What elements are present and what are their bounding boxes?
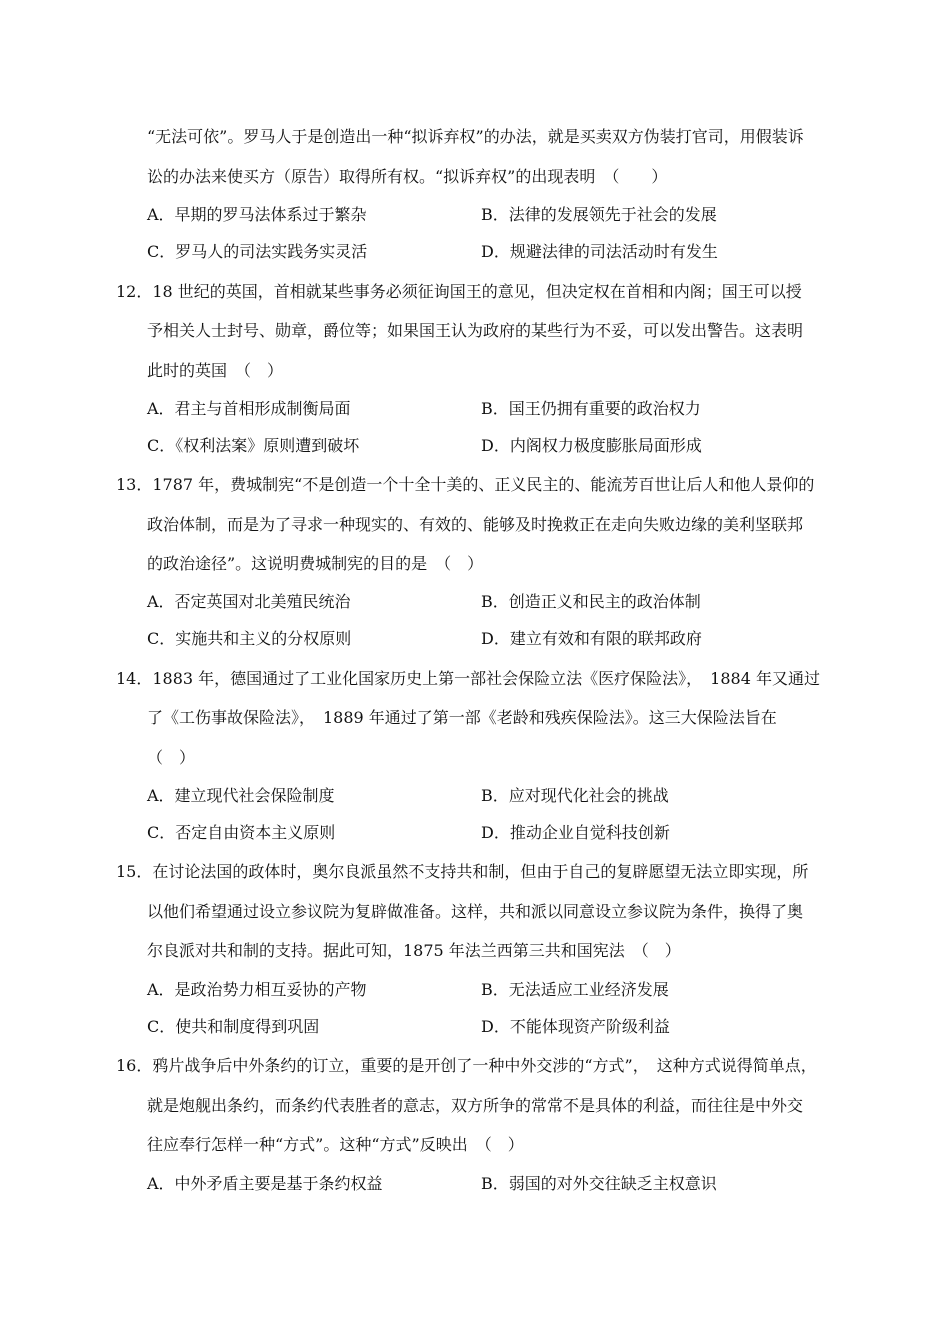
question-14-text-line: 了《工伤事故保险法》， 1889 年通过了第一部《老龄和残疾保险法》。这三大保险法旨在 (147, 708, 777, 727)
question-12-option-d: D．内阁权力极度膨胀局面形成 (481, 436, 702, 455)
question-16-text-line: 就是炮舰出条约，而条约代表胜者的意志，双方所争的常常不是具体的利益，而往往是中外交 (147, 1096, 804, 1115)
question-15-option-d: D．不能体现资产阶级利益 (481, 1017, 670, 1036)
question-11-option-d: D．规避法律的司法活动时有发生 (481, 242, 718, 261)
question-12-text-line: 此时的英国 （ ） (147, 361, 284, 380)
question-13-text-line: 政治体制，而是为了寻求一种现实的、有效的、能够及时挽救正在走向失败边缘的美利坚联邦 (147, 515, 804, 534)
question-13-option-b: B．创造正义和民主的政治体制 (481, 592, 701, 611)
question-13-option-a: A．否定英国对北美殖民统治 (147, 592, 351, 611)
question-16-option-b: B．弱国的对外交往缺乏主权意识 (481, 1174, 717, 1193)
question-16-first-line: 16．鸦片战争后中外条约的订立，重要的是开创了一种中外交涉的“方式”， 这种方式说得简单点， (116, 1056, 817, 1075)
question-14-option-b: B．应对现代化社会的挑战 (481, 786, 669, 805)
question-13-option-c: C．实施共和主义的分权原则 (147, 629, 352, 648)
question-11-option-c: C．罗马人的司法实践务实灵活 (147, 242, 368, 261)
question-16-option-a: A．中外矛盾主要是基于条约权益 (147, 1174, 383, 1193)
question-14-first-line: 14．1883 年，德国通过了工业化国家历史上第一部社会保险立法《医疗保险法》， 1884 年又通过 (116, 669, 820, 688)
question-11-text-line: 讼的办法来使买方（原告）取得所有权。“拟诉弃权”的出现表明 （ ） (147, 167, 668, 186)
question-14-option-a: A．建立现代社会保险制度 (147, 786, 335, 805)
question-15-option-b: B．无法适应工业经济发展 (481, 980, 669, 999)
question-12-option-a: A．君主与首相形成制衡局面 (147, 399, 351, 418)
question-14-option-c: C．否定自由资本主义原则 (147, 823, 336, 842)
question-15-option-c: C．使共和制度得到巩固 (147, 1017, 320, 1036)
question-15-option-a: A．是政治势力相互妥协的产物 (147, 980, 367, 999)
question-15-text-line: 尔良派对共和制的支持。据此可知，1875 年法兰西第三共和国宪法 （ ） (147, 941, 681, 960)
question-16-text-line: 往应奉行怎样一种“方式”。这种“方式”反映出 （ ） (147, 1135, 524, 1154)
question-12-text-line: 予相关人士封号、勋章，爵位等；如果国王认为政府的某些行为不妥，可以发出警告。这表明 (147, 321, 804, 340)
question-11-option-a: A．早期的罗马法体系过于繁杂 (147, 205, 367, 224)
question-13-option-d: D．建立有效和有限的联邦政府 (481, 629, 702, 648)
question-11-option-b: B．法律的发展领先于社会的发展 (481, 205, 717, 224)
question-15-first-line: 15．在讨论法国的政体时，奥尔良派虽然不支持共和制，但由于自己的复辟愿望无法立即实现，所 (116, 862, 809, 881)
question-14-text-line: （ ） (147, 748, 196, 767)
question-15-text-line: 以他们希望通过设立参议院为复辟做准备。这样，共和派以同意设立参议院为条件，换得了奥 (147, 902, 804, 921)
question-12-option-c: C．《权利法案》原则遭到破坏 (147, 436, 360, 455)
question-12-first-line: 12．18 世纪的英国，首相就某些事务必须征询国王的意见，但决定权在首相和内阁；国王可以授 (116, 282, 802, 301)
question-12-option-b: B．国王仍拥有重要的政治权力 (481, 399, 701, 418)
question-14-option-d: D．推动企业自觉科技创新 (481, 823, 670, 842)
question-13-text-line: 的政治途径”。这说明费城制宪的目的是 （ ） (147, 554, 484, 573)
question-13-first-line: 13．1787 年，费城制宪“不是创造一个十全十美的、正义民主的、能流芳百世让后人和他人景仰的 (116, 475, 815, 494)
question-11-text-line: “无法可依”。罗马人于是创造出一种“拟诉弃权”的办法，就是买卖双方伪装打官司，用假装诉 (147, 127, 804, 146)
